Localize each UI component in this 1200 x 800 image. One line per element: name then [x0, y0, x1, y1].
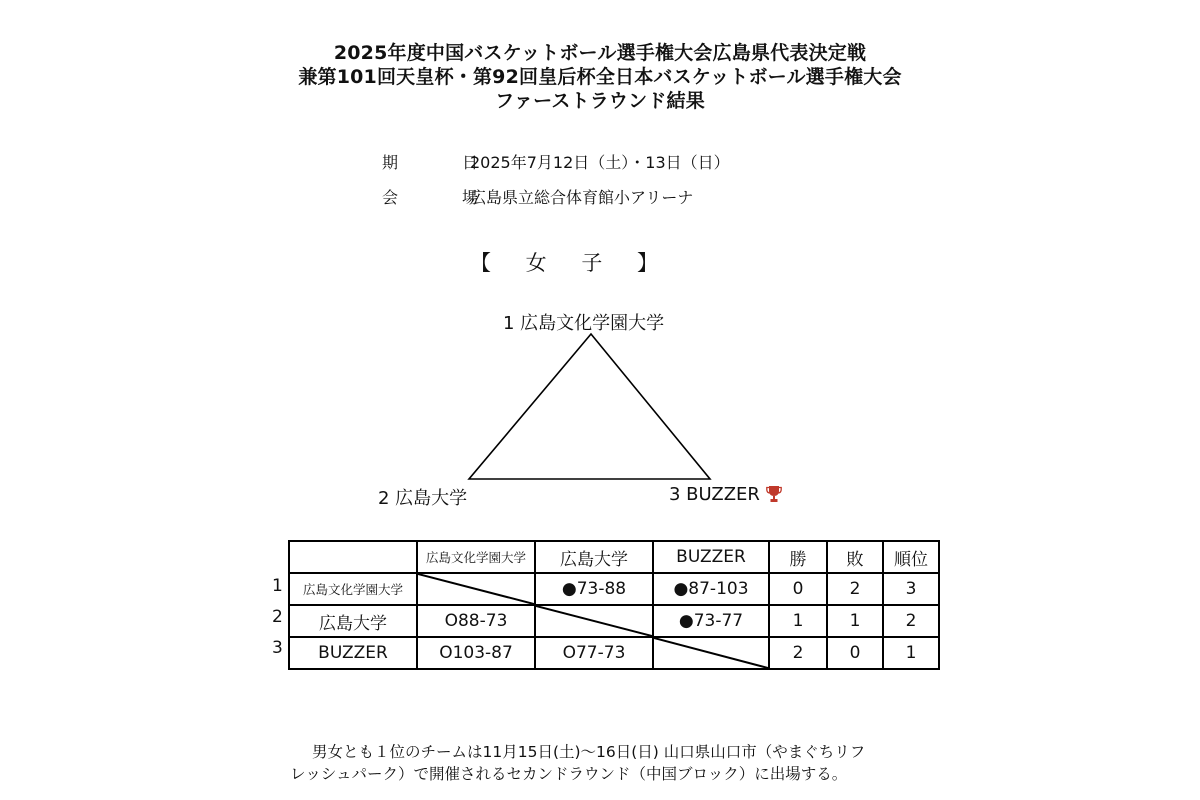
- header-wins: 勝: [769, 541, 827, 573]
- table-row: [289, 637, 939, 669]
- diagonal-cell: [417, 573, 535, 605]
- losses-cell: 0: [827, 637, 883, 669]
- diagonal-cell: [653, 637, 769, 669]
- header-losses: 敗: [827, 541, 883, 573]
- result-cell: ●73-77: [653, 605, 769, 637]
- diagonal-cell: [535, 605, 653, 637]
- header-team-3: BUZZER: [653, 541, 769, 573]
- title-line-3: ファーストラウンド結果: [495, 90, 705, 112]
- wins-cell: 0: [769, 573, 827, 605]
- triangle-shape: [469, 334, 710, 479]
- title-line-1: 2025年度中国バスケットボール選手権大会広島県代表決定戦: [333, 42, 867, 64]
- losses-cell: 1: [827, 605, 883, 637]
- row-team-name: BUZZER: [289, 637, 417, 669]
- footer-note-line-1: 男女とも１位のチームは11月15日(土)～16日(日) 山口県山口市（やまぐちリフ: [312, 743, 866, 761]
- bracket-team-1: 1 広島文化学園大学: [503, 313, 665, 334]
- trophy-icon: [766, 485, 782, 508]
- venue-value: 広島県立総合体育館小アリーナ: [470, 188, 694, 207]
- table-header-row: [289, 541, 939, 573]
- row-number-1: 1: [272, 576, 283, 596]
- header-rank: 順位: [883, 541, 939, 573]
- result-cell: ●73-88: [535, 573, 653, 605]
- row-team-name: 広島大学: [289, 605, 417, 637]
- footer-note: [290, 741, 950, 785]
- results-table: [288, 540, 940, 670]
- rank-cell: 3: [883, 573, 939, 605]
- title-line-2: 兼第101回天皇杯・第92回皇后杯全日本バスケットボール選手権大会: [298, 66, 902, 88]
- wins-cell: 1: [769, 605, 827, 637]
- rank-cell: 2: [883, 605, 939, 637]
- result-cell: O103-87: [417, 637, 535, 669]
- header-team-2: 広島大学: [535, 541, 653, 573]
- venue-label: 会 場: [382, 188, 503, 207]
- table-row: [289, 573, 939, 605]
- header-team-1: 広島文化学園大学: [417, 541, 535, 573]
- date-value: 2025年7月12日（土）・13日（日）: [470, 153, 730, 172]
- header-corner-cell: [289, 541, 417, 573]
- division-heading: 【 女 子 】: [470, 251, 673, 275]
- footer-note-line-2: レッシュパーク）で開催されるセカンドラウンド（中国ブロック）に出場する。: [290, 765, 848, 783]
- losses-cell: 2: [827, 573, 883, 605]
- wins-cell: 2: [769, 637, 827, 669]
- result-cell: ●87-103: [653, 573, 769, 605]
- bracket-team-3: [669, 484, 782, 508]
- row-team-name: 広島文化学園大学: [289, 573, 417, 605]
- row-number-2: 2: [272, 607, 283, 627]
- bracket-team-3-label: 3 BUZZER: [669, 484, 760, 505]
- rank-cell: 1: [883, 637, 939, 669]
- bracket-team-2: 2 広島大学: [378, 488, 468, 509]
- table-row: [289, 605, 939, 637]
- date-label: 期 日: [382, 153, 503, 172]
- result-cell: O77-73: [535, 637, 653, 669]
- result-cell: O88-73: [417, 605, 535, 637]
- row-number-3: 3: [272, 638, 283, 658]
